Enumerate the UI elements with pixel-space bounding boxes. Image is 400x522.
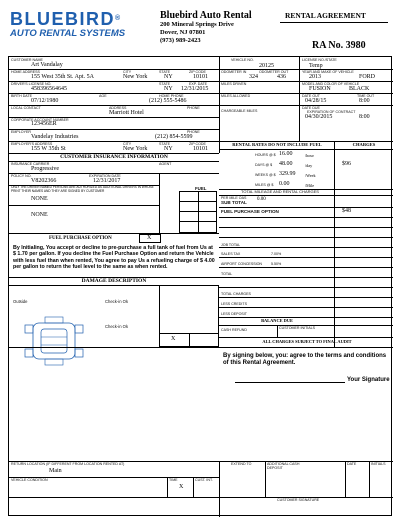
employer-phone-label: PHONE bbox=[187, 130, 200, 134]
insurance-exp-label: EXPIRATION DATE bbox=[89, 174, 121, 178]
zip: 10101 bbox=[193, 74, 208, 80]
agent-label: AGENT bbox=[159, 162, 172, 166]
extend-to-label: EXTEND TO bbox=[231, 462, 252, 466]
checkin-label: Check-in Ok bbox=[105, 299, 129, 304]
row-rule bbox=[9, 93, 393, 94]
row-rule bbox=[219, 277, 393, 278]
home-address-label: HOME ADDRESS bbox=[11, 70, 40, 74]
home-phone-label: HOME PHONE bbox=[159, 94, 184, 98]
date-due-label: DATE DUE bbox=[302, 106, 320, 110]
auth-note: ONLY THE DRIVER NAMED PERSONS ARE AUTHORIZED AS ADDITIONAL DRIVERS IN WHOSE PRINT THEIR NAMES AND THEY ARE SIGNED BY CUSTOMER bbox=[11, 185, 154, 193]
damage-title: DAMAGE DESCRIPTION bbox=[81, 278, 147, 284]
cust-initial-label: CUST. INT. bbox=[195, 478, 213, 482]
odometer-in-label: ODOMETER IN bbox=[221, 70, 247, 74]
days-charge: $96 bbox=[342, 161, 351, 167]
checkin-label-2: Check-in Ok bbox=[105, 324, 129, 329]
weeks-rate: 329.99 bbox=[279, 171, 296, 177]
company-name: Bluebird Auto Rental bbox=[160, 10, 252, 21]
model-color-label: MODEL AND COLOR OF VEHICLE bbox=[302, 82, 360, 86]
plate-label: LICENSE NO./STATE bbox=[302, 58, 337, 62]
license-state: NY bbox=[164, 86, 173, 92]
additional-driver-2: NONE bbox=[31, 212, 48, 218]
row-rule bbox=[9, 205, 159, 206]
miles-driven-label: MILES DRIVEN bbox=[221, 82, 247, 86]
customer-name-label: CUSTOMER NAME bbox=[11, 58, 43, 62]
employer-city: New York bbox=[123, 146, 148, 152]
zip-label: ZIP CODE bbox=[189, 70, 206, 74]
weeks-unit: /Week bbox=[305, 173, 316, 178]
customer-name: Art Vandalay bbox=[31, 62, 63, 68]
row-rule bbox=[219, 247, 393, 248]
gauge-divider bbox=[198, 191, 199, 233]
odometer-out-label: ODOMETER OUT bbox=[259, 70, 289, 74]
damage-mark: X bbox=[171, 336, 176, 342]
row-rule bbox=[219, 337, 393, 338]
employer: Vandelay Industries bbox=[31, 134, 79, 140]
fuel-option-text: By Initialing, You accept or decline to pre-purchase a full tank of fuel from Us at $ 1.70 per gallon. If you decline the Fuel Purchase Option and return the Vehicle with less fuel than when rented, You agree to pay Us a refueling charge of $ 4.00 per gallon to return the fuel level to the same as when rented. bbox=[13, 245, 215, 271]
return-location-label: RETURN LOCATION (IF DIFFERENT FROM LOCATION RENTED AT) bbox=[11, 462, 125, 466]
row-rule bbox=[219, 227, 393, 228]
row-rule bbox=[219, 149, 393, 150]
job-total-label: JOB TOTAL bbox=[221, 243, 241, 247]
total-mileage-label: TOTAL MILEAGE AND RENTAL CHARGES bbox=[241, 189, 319, 194]
vehicle-divider bbox=[299, 57, 300, 141]
hours-label: HOURS @ $ bbox=[255, 153, 276, 157]
agreement-text: By signing below, you: agree to the terms and conditions of this Rental Agreement. bbox=[223, 353, 387, 367]
document-title: RENTAL AGREEMENT bbox=[285, 11, 366, 20]
fuel-option-title: FUEL PURCHASE OPTION bbox=[49, 236, 112, 241]
company-phone: (973) 989-2423 bbox=[160, 37, 201, 44]
deposit-label: ADDITIONAL CASH DEPOSIT bbox=[267, 462, 300, 470]
company-address-1: 200 Mineral Springs Drive bbox=[160, 21, 234, 28]
less-credits-label: LESS CREDITS bbox=[221, 302, 247, 306]
insurance-exp: 12/31/2017 bbox=[93, 178, 121, 184]
rates-title: RENTAL RATES DO NOT INCLUDE FUEL bbox=[232, 142, 322, 147]
fuel-charge: $48 bbox=[342, 208, 351, 214]
fuel-purchase-label: FUEL PURCHASE OPTION bbox=[221, 209, 279, 214]
company-block bbox=[160, 10, 252, 45]
signature-line[interactable] bbox=[235, 382, 345, 383]
date-out: 04/28/15 bbox=[305, 98, 327, 104]
sales-tax-label: SALES TAX bbox=[221, 252, 241, 256]
footer-divider bbox=[193, 477, 194, 497]
row-rule bbox=[9, 497, 219, 498]
row-rule bbox=[219, 287, 393, 288]
footer-date-label: DATE bbox=[347, 462, 357, 466]
miles-rate: 0.00 bbox=[279, 181, 290, 187]
vehicle-color: BLACK bbox=[349, 86, 370, 92]
footer-mark: X bbox=[179, 484, 184, 490]
row-rule bbox=[9, 233, 219, 234]
local-address-label: ADDRESS bbox=[109, 106, 127, 110]
weeks-label: WEEKS @ $ bbox=[255, 173, 276, 177]
state-label: STATE bbox=[159, 70, 171, 74]
per-mile-value: 0.00 bbox=[257, 197, 266, 202]
hours-unit: /hour bbox=[305, 153, 314, 158]
footer-divider bbox=[345, 461, 346, 497]
policy-number: V8202366 bbox=[31, 178, 57, 184]
per-mile-label: PER MILE OAS bbox=[221, 196, 247, 200]
employer-label: EMPLOYER bbox=[11, 130, 31, 134]
age-label: AGE bbox=[99, 94, 107, 98]
fuel-divider bbox=[159, 173, 160, 233]
row-rule bbox=[219, 217, 393, 218]
footer-divider bbox=[219, 461, 220, 517]
row-rule bbox=[219, 267, 393, 268]
license-number: 458396564645 bbox=[31, 86, 67, 92]
row-rule bbox=[219, 237, 393, 238]
corp-account: 123456ER bbox=[31, 121, 57, 127]
sub-total-label: SUB TOTAL bbox=[221, 200, 247, 205]
vehicle-make: FORD bbox=[359, 74, 376, 80]
vehicle-no-label: VEHICLE NO. bbox=[231, 58, 254, 62]
row-rule bbox=[219, 257, 393, 258]
vehicle-model: FUSION bbox=[309, 86, 331, 92]
insurance-title: CUSTOMER INSURANCE INFORMATION bbox=[60, 154, 168, 160]
corp-account-label: CORPORATE ACCOUNT NUMBER bbox=[11, 118, 69, 122]
total-charges-label: TOTAL CHARGES bbox=[221, 292, 251, 296]
expiration-label: EXPIRATION OF CONTRACT bbox=[307, 110, 356, 114]
sales-tax-pct: 7.00% bbox=[271, 252, 282, 256]
logo-wordmark: BLUEBIRD bbox=[10, 9, 115, 29]
title-rule bbox=[280, 22, 388, 23]
logo-subtitle: AUTO RENTAL SYSTEMS bbox=[10, 28, 126, 39]
balance-due-label: BALANCE DUE bbox=[261, 318, 293, 323]
exp-date-label: EXP. DATE bbox=[189, 82, 208, 86]
time-due: 8:00 bbox=[359, 114, 370, 120]
employer-address: 155 W 35th St bbox=[31, 146, 66, 152]
ra-number: RA No. 3980 bbox=[312, 40, 366, 51]
employer-phone: (212) 854-5599 bbox=[155, 134, 193, 140]
outside-label: Outside bbox=[13, 299, 28, 304]
rental-form bbox=[8, 56, 392, 516]
days-unit: /day bbox=[305, 163, 313, 168]
customer-signature-label: CUSTOMER SIGNATURE bbox=[277, 498, 320, 502]
vehicle-condition-label: VEHICLE CONDITION bbox=[11, 478, 48, 482]
local-address: Marriott Hotel bbox=[109, 110, 144, 116]
vehicle-number: 20125 bbox=[259, 63, 274, 69]
employer-zip: 10101 bbox=[193, 146, 208, 152]
vehicle-year: 2013 bbox=[309, 74, 321, 80]
home-phone: (212) 555-5486 bbox=[149, 98, 187, 104]
odometer-out: 436 bbox=[277, 74, 286, 80]
footer-divider bbox=[167, 477, 168, 497]
city-label: CITY bbox=[123, 70, 132, 74]
license-label: DRIVER'S LICENSE NO. bbox=[11, 82, 52, 86]
emp-city-label: CITY bbox=[123, 142, 132, 146]
license-exp: 12/31/2015 bbox=[181, 86, 209, 92]
charges-title: CHARGES bbox=[352, 142, 376, 147]
date-due: 04/30/2015 bbox=[305, 114, 333, 120]
airport-label: AIRPORT CONCESSION bbox=[221, 262, 263, 266]
policy-label: POLICY NO. bbox=[11, 174, 32, 178]
footer-divider bbox=[369, 461, 370, 497]
phone-label: PHONE bbox=[187, 106, 200, 110]
lic-state-label: STATE bbox=[159, 82, 171, 86]
cash-refund-label: CASH REFUND bbox=[221, 328, 247, 332]
customer-initials-label: CUSTOMER INITIALS bbox=[279, 326, 316, 330]
emp-state-label: STATE bbox=[159, 142, 171, 146]
total-label: TOTAL bbox=[221, 272, 233, 276]
row-rule bbox=[219, 207, 393, 208]
time-out: 8:00 bbox=[359, 98, 370, 104]
employer-state: NY bbox=[164, 146, 173, 152]
city: New York bbox=[123, 74, 148, 80]
company-address-2: Dover, NJ 07801 bbox=[160, 29, 206, 36]
miles-label: MILES @ $ bbox=[255, 183, 274, 187]
airport-pct: 5.50% bbox=[271, 262, 282, 266]
insurance-carrier: Progressive bbox=[31, 166, 59, 172]
car-diagram-icon[interactable] bbox=[19, 315, 89, 367]
date-out-label: DATE OUT bbox=[302, 94, 320, 98]
home-address: 155 West 35th St. Apt. 5A bbox=[31, 74, 94, 80]
time-out-label: TIME OUT bbox=[357, 94, 375, 98]
dob-label: BIRTH DATE bbox=[11, 94, 33, 98]
miles-allowed-label: MILES ALLOWED bbox=[221, 94, 251, 98]
footer-initials-label: INITIALS bbox=[371, 462, 386, 466]
chargeable-miles-label: CHARGEABLE MILES bbox=[221, 109, 258, 113]
row-rule bbox=[219, 297, 393, 298]
registered-mark: ® bbox=[115, 15, 122, 22]
carrier-label: INSURANCE CARRIER bbox=[11, 162, 50, 166]
state: NY bbox=[164, 74, 173, 80]
audit-note: ALL CHARGES SUBJECT TO FINAL AUDIT bbox=[262, 339, 352, 344]
license-plate: Temp bbox=[309, 63, 323, 69]
days-rate: 48.00 bbox=[279, 161, 293, 167]
row-rule bbox=[219, 307, 393, 308]
hours-rate: 16.00 bbox=[279, 151, 293, 157]
company-logo bbox=[10, 10, 130, 42]
refund-divider bbox=[277, 325, 278, 337]
less-deposit-label: LESS DEPOSIT bbox=[221, 312, 247, 316]
odometer-in: 324 bbox=[249, 74, 258, 80]
footer-time-label: TIME bbox=[169, 478, 178, 482]
row-rule bbox=[9, 347, 393, 348]
footer-divider bbox=[265, 461, 266, 497]
signature-label: Your Signature bbox=[347, 377, 390, 383]
employer-address-label: EMPLOYER'S ADDRESS bbox=[11, 142, 53, 146]
birth-date: 07/12/1980 bbox=[31, 98, 59, 104]
fuel-option-mark: X bbox=[147, 235, 152, 241]
fuel-label: FUEL bbox=[195, 186, 207, 191]
local-contact-label: LOCAL CONTACT bbox=[11, 106, 41, 110]
additional-driver-1: NONE bbox=[31, 196, 48, 202]
year-make-label: YEAR AND MAKE OF VEHICLE bbox=[302, 70, 354, 74]
emp-zip-label: ZIP CODE bbox=[189, 142, 206, 146]
miles-unit: /Mile bbox=[305, 183, 315, 188]
days-label: DAYS @ $ bbox=[255, 163, 273, 167]
return-location: Main bbox=[49, 468, 62, 474]
grid-divider bbox=[189, 333, 190, 347]
